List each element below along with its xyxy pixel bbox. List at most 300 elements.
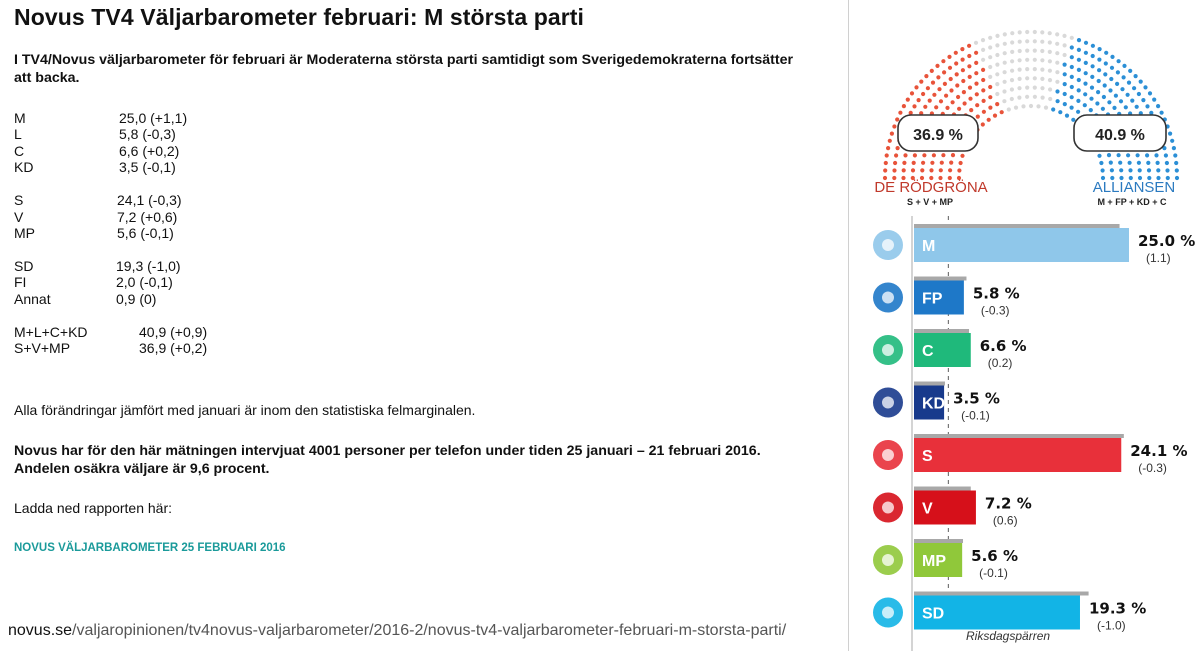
seat-dot [1048,78,1052,82]
download-label: Ladda ned rapporten här: [14,500,173,516]
seat-dot [1097,68,1101,72]
seat-dot [961,68,965,72]
party-result: 25,0 (+1,1) [119,110,188,126]
seat-dot [1010,50,1014,54]
bar-category-label: S [922,448,933,465]
seat-dot [1063,82,1067,86]
seat-dot [928,99,932,103]
seat-dot [1003,51,1007,55]
seat-dot [920,168,924,172]
seat-dot [912,104,916,108]
seat-dot [930,69,934,73]
seat-dot [993,114,997,118]
left-bloc-name: DE RÖDGRÖNA [874,179,988,196]
seat-dot [995,43,999,47]
seat-dot [1040,68,1044,72]
results-group [14,258,207,307]
seat-dot [1119,99,1123,103]
seat-dot [892,168,896,172]
result-row [14,209,207,225]
seat-dot [885,153,889,157]
seat-dot [956,95,960,99]
bar-row-v [873,487,1032,528]
seat-dot [1033,39,1037,43]
previous-value-bar [914,382,945,386]
party-name: KD [14,159,34,176]
seat-dot [1084,61,1088,65]
seat-dot [1018,77,1022,81]
seat-dot [968,86,972,90]
seat-dot [981,48,985,52]
seat-dot [1102,95,1106,99]
seat-dot [1175,176,1179,180]
seat-dot [1063,63,1067,67]
seat-dot [929,168,933,172]
seat-dot [1040,30,1044,34]
seat-dot [1017,86,1021,90]
seat-dot [1070,65,1074,69]
party-name: M+L+C+KD [14,323,88,340]
seat-dot [1127,81,1131,85]
seat-dot [883,168,887,172]
seat-dot [1107,153,1111,157]
seat-dot [981,68,985,72]
seat-dot [1160,111,1164,115]
seat-dot [1018,58,1022,62]
bar-row-kd [873,382,1000,423]
party-name: V [14,208,24,225]
seat-dot [1048,50,1052,54]
seat-dot [961,79,965,83]
seat-dot [961,58,965,62]
seat-dot [1135,105,1139,109]
seat-dot [1056,99,1060,103]
seat-dot [1154,153,1158,157]
result-row [14,291,207,307]
result-row [14,274,207,290]
bar-row-s [873,434,1188,475]
seat-dot [1025,30,1029,34]
seat-dot [1165,168,1169,172]
seat-dot [1040,40,1044,44]
left-bloc-parties: S + V + MP [906,197,954,207]
seat-dot [995,63,999,67]
party-result: 0,9 (0) [116,290,157,307]
margin-note: Alla förändringar jämfört med januari är inom den statistiska felmarginalen. [14,402,476,418]
moderaterna-logo-icon [873,230,903,260]
seat-dot [1112,106,1116,110]
seat-dot [968,97,972,101]
seat-dot [932,153,936,157]
seat-dot [1108,88,1112,92]
seat-dot [1098,47,1102,51]
seat-dot [988,95,992,99]
seat-dot [944,94,948,98]
seat-dot [1089,108,1093,112]
seat-dot [1055,32,1059,36]
seat-dot [1134,74,1138,78]
seat-dot [995,72,999,76]
seat-dot [969,108,973,112]
seat-dot [1063,92,1067,96]
seat-dot [1077,38,1081,42]
party-name: SD [14,257,34,274]
seat-dot [1063,53,1067,57]
seat-dot [1109,77,1113,81]
party-bar-chart [862,216,1200,651]
seat-dot [959,161,963,165]
seat-dot [1145,153,1149,157]
result-row [14,126,207,142]
seat-dot [1147,168,1151,172]
seat-dot [974,82,978,86]
seat-dot [1003,32,1007,36]
bar [914,438,1121,472]
seat-dot [1077,48,1081,52]
seat-dot [1116,70,1120,74]
previous-value-bar [914,592,1089,596]
seat-dot [954,61,958,65]
seat-dot [911,168,915,172]
seat-dot [1083,103,1087,107]
left-pct-label: 36.9 % [913,127,963,144]
seat-dot [1084,71,1088,75]
seat-dot [1055,70,1059,74]
seat-dot [1097,79,1101,83]
bar-change-label: (0.6) [992,513,1018,528]
party-result: 36,9 (+0,2) [139,339,208,356]
seat-dot [1070,55,1074,59]
seat-dot [974,71,978,75]
vansterpartiet-logo-icon [873,493,903,523]
seat-dot [884,161,888,165]
seat-dot [988,55,992,59]
seat-dot [954,51,958,55]
seat-dot [1128,161,1132,165]
seat-dot [1126,153,1130,157]
seat-dot [1110,66,1114,70]
seat-dot [1119,168,1123,172]
seat-dot [988,36,992,40]
result-row [14,340,207,356]
bar-row-c [873,329,1027,370]
seat-dot [1062,34,1066,38]
seat-dot [1048,87,1052,91]
bar-category-label: V [922,500,933,518]
seat-dot [1096,90,1100,94]
seat-dot [951,153,955,157]
seat-dot [1117,153,1121,157]
result-row [14,143,207,159]
party-result: 5,6 (-0,1) [117,224,174,241]
seat-dot [1104,61,1108,65]
seat-dot [1018,68,1022,72]
seat-dot [1063,43,1067,47]
seat-dot [1137,92,1141,96]
bar-value-label: 6.6 % [979,337,1027,355]
seat-dot [1103,83,1107,87]
seat-dot [976,115,980,119]
seat-dot [910,91,914,95]
seat-dot [1076,99,1080,103]
seat-dot [902,104,906,108]
seat-dot [913,153,917,157]
seat-dot [1090,75,1094,79]
seat-dot [1070,45,1074,49]
bar-row-fp [873,277,1020,318]
seat-dot [1003,61,1007,65]
party-name: FI [14,274,27,291]
seat-dot [960,47,964,51]
seat-dot [1002,89,1006,93]
seat-dot [1029,104,1033,108]
seat-dot [1002,99,1006,103]
bar-value-label: 5.6 % [971,547,1018,565]
seat-dot [1091,54,1095,58]
seat-dot [987,118,991,122]
seat-dot [995,53,999,57]
seat-dot [1070,36,1074,40]
seat-dot [1033,49,1037,53]
seat-dot [981,58,985,62]
previous-value-bar [914,329,969,333]
seat-dot [1137,161,1141,165]
seat-dot [1048,69,1052,73]
seat-dot [1130,99,1134,103]
seat-dot [896,146,900,150]
previous-value-bar [914,277,966,281]
seat-dot [1172,146,1176,150]
seat-dot [941,59,945,63]
seat-dot [1103,72,1107,76]
seat-dot [1077,58,1081,62]
right-bloc-name: ALLIANSEN [1092,179,1176,196]
seat-dot [1041,96,1045,100]
seat-dot [995,92,999,96]
result-row [14,110,207,126]
seat-dot [1014,106,1018,110]
bar-value-label: 3.5 % [953,389,1000,408]
seat-dot [1090,86,1094,90]
seat-dot [1143,85,1147,89]
seat-dot [948,168,952,172]
seat-dot [1055,61,1059,65]
seat-dot [1070,95,1074,99]
seat-dot [892,124,896,128]
seat-dot [902,161,906,165]
seat-dot [1007,107,1011,111]
seat-dot [1063,102,1067,106]
seat-dot [1033,86,1037,90]
seat-dot [914,85,918,89]
seat-dot [995,102,999,106]
seat-dot [1070,75,1074,79]
seat-dot [957,168,961,172]
seat-dot [931,81,935,85]
seat-dot [917,98,921,102]
seat-dot [1165,161,1169,165]
seat-dot [1101,168,1105,172]
seat-dot [988,75,992,79]
seat-dot [1040,86,1044,90]
seat-dot [1010,40,1014,44]
seat-dot [1091,44,1095,48]
seat-dot [1122,75,1126,79]
seat-dot [898,111,902,115]
result-row [14,258,207,274]
seat-dot [963,101,967,105]
seat-dot [902,168,906,172]
party-result: 2,0 (-0,1) [116,274,173,291]
party-name: M [14,110,26,126]
seat-dot [1168,132,1172,136]
bar-row-mp [873,539,1018,580]
seat-dot [1076,110,1080,114]
seat-dot [939,168,943,172]
seat-dot [955,83,959,87]
seat-dot [1048,31,1052,35]
parliament-hemicycle [862,0,1200,212]
bar-category-label: KD [922,395,946,413]
seat-dot [962,90,966,94]
seat-dot [919,80,923,84]
seat-dot [1048,59,1052,63]
party-result: 40,9 (+0,9) [139,323,208,340]
seat-dot [886,146,890,150]
seat-dot [1025,39,1029,43]
seat-dot [932,93,936,97]
bar-category-label: SD [922,605,945,623]
seat-dot [1010,78,1014,82]
party-name: MP [14,224,35,241]
seat-dot [1048,40,1052,44]
seat-dot [1058,110,1062,114]
seat-dot [995,34,999,38]
seat-dot [936,75,940,79]
seat-dot [1051,107,1055,111]
seat-dot [1033,67,1037,71]
seat-dot [921,92,925,96]
party-result: 5,8 (-0,3) [119,126,176,143]
seat-dot [1040,77,1044,81]
bar-change-label: (-0.3) [980,303,1010,318]
party-result: 19,3 (-1,0) [116,257,181,274]
right-bloc-parties: M + FP + KD + C [1097,197,1167,207]
results-group [14,110,207,176]
seat-dot [924,74,928,78]
party-name: L [14,126,22,143]
seat-dot [1128,168,1132,172]
miljopartiet-logo-icon [873,545,903,575]
seat-dot [1003,42,1007,46]
seat-dot [1010,87,1014,91]
seat-dot [1018,40,1022,44]
seat-dot [1110,55,1114,59]
bars [873,224,1195,633]
seat-dot [1025,58,1029,62]
seat-dot [967,64,971,68]
party-result: 24,1 (-0,3) [117,192,182,209]
seat-dot [947,55,951,59]
seat-dot [981,122,985,126]
seat-dot [1122,64,1126,68]
url-path: /valjaropinionen/tv4novus-valjarbarometer/2016-2/novus-tv4-valjarbarometer-februari-m-storsta-parti/ [72,622,787,639]
seat-dot [1097,58,1101,62]
seat-dot [1070,106,1074,110]
seat-dot [974,51,978,55]
seat-dot [1097,154,1101,158]
bar-value-label: 7.2 % [984,494,1032,513]
seat-dot [968,75,972,79]
party-name: S [14,192,24,209]
seat-dot [912,161,916,165]
seat-dot [1070,85,1074,89]
seat-dot [1120,87,1124,91]
seat-dot [1139,80,1143,84]
seat-dot [1055,80,1059,84]
result-row [14,324,207,340]
seat-dot [1107,100,1111,104]
seat-dot [949,88,953,92]
seat-dot [981,88,985,92]
report-link[interactable]: NOVUS VÄLJARBAROMETER 25 FEBRUARI 2016 [14,542,286,554]
seat-dot [1055,51,1059,55]
seat-dot [1044,106,1048,110]
seat-dot [1084,51,1088,55]
seat-dot [934,105,938,109]
seat-dot [982,99,986,103]
bar-row-m [873,224,1195,265]
seat-dot [1084,41,1088,45]
bar-change-label: (0.2) [987,356,1013,370]
seat-dot [945,106,949,110]
page-title: Novus TV4 Väljarbarometer februari: M största parti [14,4,585,30]
method-text: Novus har för den här mätningen intervjuat 4001 personer per telefon under tiden 25 januari – 21 februari 2016. Andelen osäkra väljare är 9,6 procent. [14,443,761,477]
bar-value-label: 25.0 % [1138,232,1196,250]
seat-dot [982,110,986,114]
seat-dot [1095,101,1099,105]
seat-dot [1124,105,1128,109]
results-group [14,324,207,357]
seat-dot [921,161,925,165]
seat-dot [1010,31,1014,35]
seat-dot [1055,89,1059,93]
previous-value-bar [914,434,1124,438]
seat-dot [1036,104,1040,108]
url-caption [8,622,786,640]
seat-dot [1003,80,1007,84]
seat-dot [1018,49,1022,53]
party-result: 7,2 (+0,6) [117,208,178,225]
seat-dot [930,161,934,165]
column-divider [848,0,849,651]
seat-dot [1003,70,1007,74]
seat-dot [1000,110,1004,114]
seat-dot [955,72,959,76]
bar-value-label: 5.8 % [972,284,1020,303]
seat-dot [1033,76,1037,80]
centerpartiet-logo-icon [873,335,903,365]
seat-dot [1132,86,1136,90]
seat-dot [960,154,964,158]
seat-dot [1040,58,1044,62]
socialdemokraterna-rose-icon [873,440,903,470]
bar-change-label: (-1.0) [1096,618,1126,633]
seat-dot [1025,95,1029,99]
seat-dot [1175,168,1179,172]
seat-dot [1156,168,1160,172]
seat-dot [1148,91,1152,95]
